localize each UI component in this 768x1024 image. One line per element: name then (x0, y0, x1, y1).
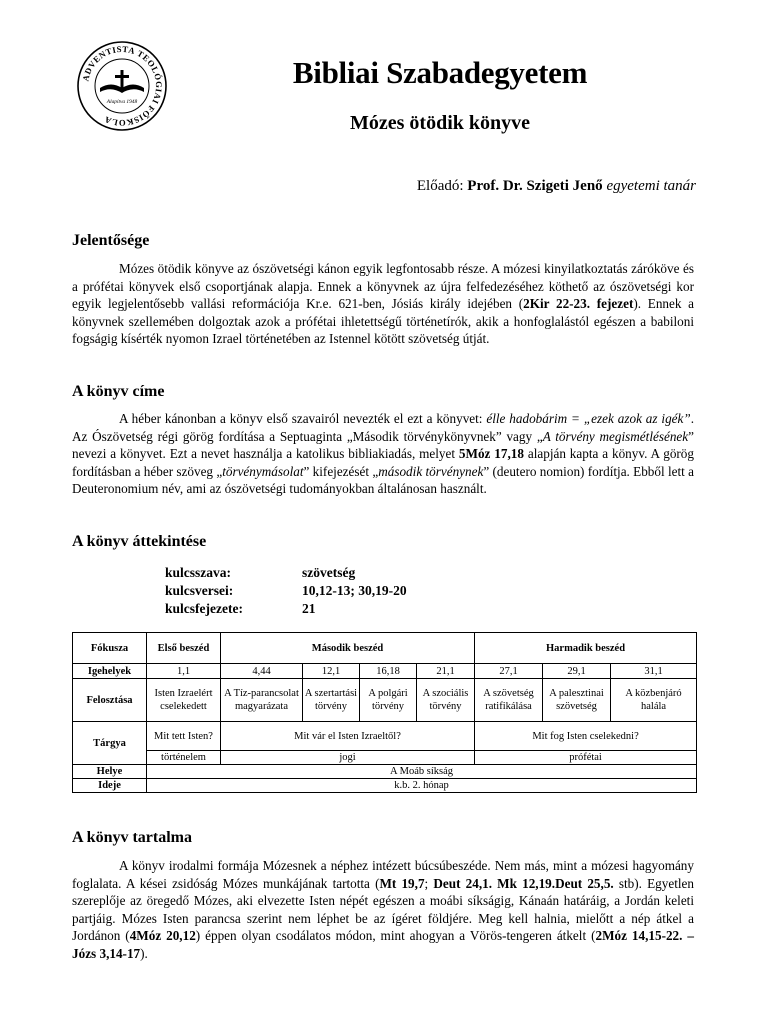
table-cell: történelem (147, 751, 221, 765)
table-cell: A szociális törvény (417, 679, 475, 722)
table-cell: Harmadik beszéd (475, 633, 697, 664)
table-cell: Első beszéd (147, 633, 221, 664)
page-title: Bibliai Szabadegyetem (292, 55, 588, 90)
lecturer-line (417, 178, 696, 195)
table-cell: Tárgya (73, 722, 147, 765)
table-cell: 31,1 (611, 664, 697, 679)
section-heading-content: A könyv tartalma (72, 829, 192, 846)
table-header-row (73, 633, 697, 664)
lecturer-name: Prof. Dr. Szigeti Jenő (467, 178, 603, 194)
table-cell: k.b. 2. hónap (147, 779, 697, 793)
table-cell: Mit vár el Isten Izraeltől? (221, 722, 475, 751)
table-cell: Igehelyek (73, 664, 147, 679)
title-paragraph: A héber kánonban a könyv első szavairól nevezték el ezt a könyvet: élle hadobárim = „ezek azok az igék”. Az Ószövetség régi görög fordítása a Septuaginta „Második törvénykönyvnek” vagy „A törvény megismétlésének” nevezi a könyvet. Ezt a nevet használja a katolikus bibliakiadás, melyet 5Móz 17,18 alapján kapta a könyv. A görög fordításban a héber szöveg „törvénymásolat” kifejezését „második törvénynek” (deutero nomion) fordítja. Ebből lett a Deuteronomium név, ami az ószövetségi tudományokban általánosan használt. (72, 411, 695, 497)
lecturer-role: egyetemi tanár (606, 178, 696, 194)
table-cell: 27,1 (475, 664, 543, 679)
table-cell: A Moáb síkság (147, 765, 697, 779)
table-cell: 16,18 (360, 664, 417, 679)
keyword-row: kulcsfejezete: 21 (165, 601, 316, 616)
table-cell: A Tíz-parancsolat magyarázata (221, 679, 303, 722)
table-row (73, 722, 697, 751)
lecturer-label: Előadó: (416, 178, 464, 194)
table-cell: Ideje (73, 779, 147, 793)
table-cell: prófétai (475, 751, 697, 765)
section-heading-title: A könyv címe (72, 383, 165, 400)
overview-table (72, 632, 697, 793)
table-cell: A polgári törvény (360, 679, 417, 722)
table-cell: 12,1 (303, 664, 360, 679)
section-heading-overview: A könyv áttekintése (72, 533, 207, 550)
table-cell: A szertartási törvény (303, 679, 360, 722)
table-row (73, 679, 697, 722)
table-row (73, 765, 697, 779)
table-cell: Fókusza (73, 633, 147, 664)
table-cell: A palesztinai szövetség (543, 679, 611, 722)
keywords-block (165, 564, 407, 618)
table-cell: Felosztása (73, 679, 147, 722)
keyword-row: kulcsszava: szövetség (165, 565, 356, 580)
table-cell: 1,1 (147, 664, 221, 679)
content-paragraph: A könyv irodalmi formája Mózesnek a néphez intézett búcsúbeszéde. Nem más, mint a mózesi hagyomány foglalata. A kései zsidóság Mózes munkájának tartotta (Mt 19,7; Deut 24,1. Mk 12,19.Deut 25,5. stb). Egyetlen szereplője az öregedő Mózes, aki elvezette Isten népét egészen a moábi síkságig, Kánaán határáig, a Jordán keleti partjáig. Mózes Isten parancsa szerint nem léphet be az ígéret földjére. Meg kell halnia, mielőtt a nép átkel a Jordánon (4Móz 20,12) éppen olyan csodálatos módon, mint ahogyan a Vörös-tengeren átkelt (2Móz 14,15-22. – Józs 3,14-17). (72, 858, 694, 961)
table-cell: 29,1 (543, 664, 611, 679)
keyword-row: kulcsversei: 10,12-13; 30,19-20 (165, 583, 407, 598)
table-row (73, 751, 697, 765)
table-cell: Mit tett Isten? (147, 722, 221, 751)
significance-paragraph: Mózes ötödik könyve az ószövetségi kánon egyik legfontosabb része. A mózesi kinyilatkoztatás záróköve és a prófétai könyvek első csoportjának alapja. Ennek a könyvnek az újra felfedezéséhez köthető az ószövetségi kor egyik legjelentősebb vallási reformációja Kr.e. 621-ben, Jósiás király idejében (2Kir 22-23. fejezet). Ennek a könyvnek szellemében dolgoztak azok a prófétai ihletettségű történetírók, akik a honfoglalástól egészen a babiloni fogságig kísérték nyomon Izrael történetében az Istennel kötött szövetség útját. (72, 261, 695, 347)
table-cell: 4,44 (221, 664, 303, 679)
table-cell: Isten Izraelért cselekedett (147, 679, 221, 722)
seal-founded-text: Alapítva 1948 (106, 99, 138, 105)
open-book-cross-icon (100, 70, 144, 93)
table-row (73, 779, 697, 793)
table-cell: A közbenjáró halála (611, 679, 697, 722)
page-subtitle: Mózes ötödik könyve (350, 112, 530, 134)
table-cell: Mit fog Isten cselekedni? (475, 722, 697, 751)
table-cell: Második beszéd (221, 633, 475, 664)
table-cell: 21,1 (417, 664, 475, 679)
college-seal-logo (76, 40, 168, 132)
table-cell: Helye (73, 765, 147, 779)
table-cell: A szövetség ratifikálása (475, 679, 543, 722)
table-row (73, 664, 697, 679)
table-cell: jogi (221, 751, 475, 765)
seal-ring-text: ADVENTISTA TEOLÓGIAI FŐISKOLA (80, 43, 165, 129)
section-heading-significance: Jelentősége (72, 232, 150, 249)
